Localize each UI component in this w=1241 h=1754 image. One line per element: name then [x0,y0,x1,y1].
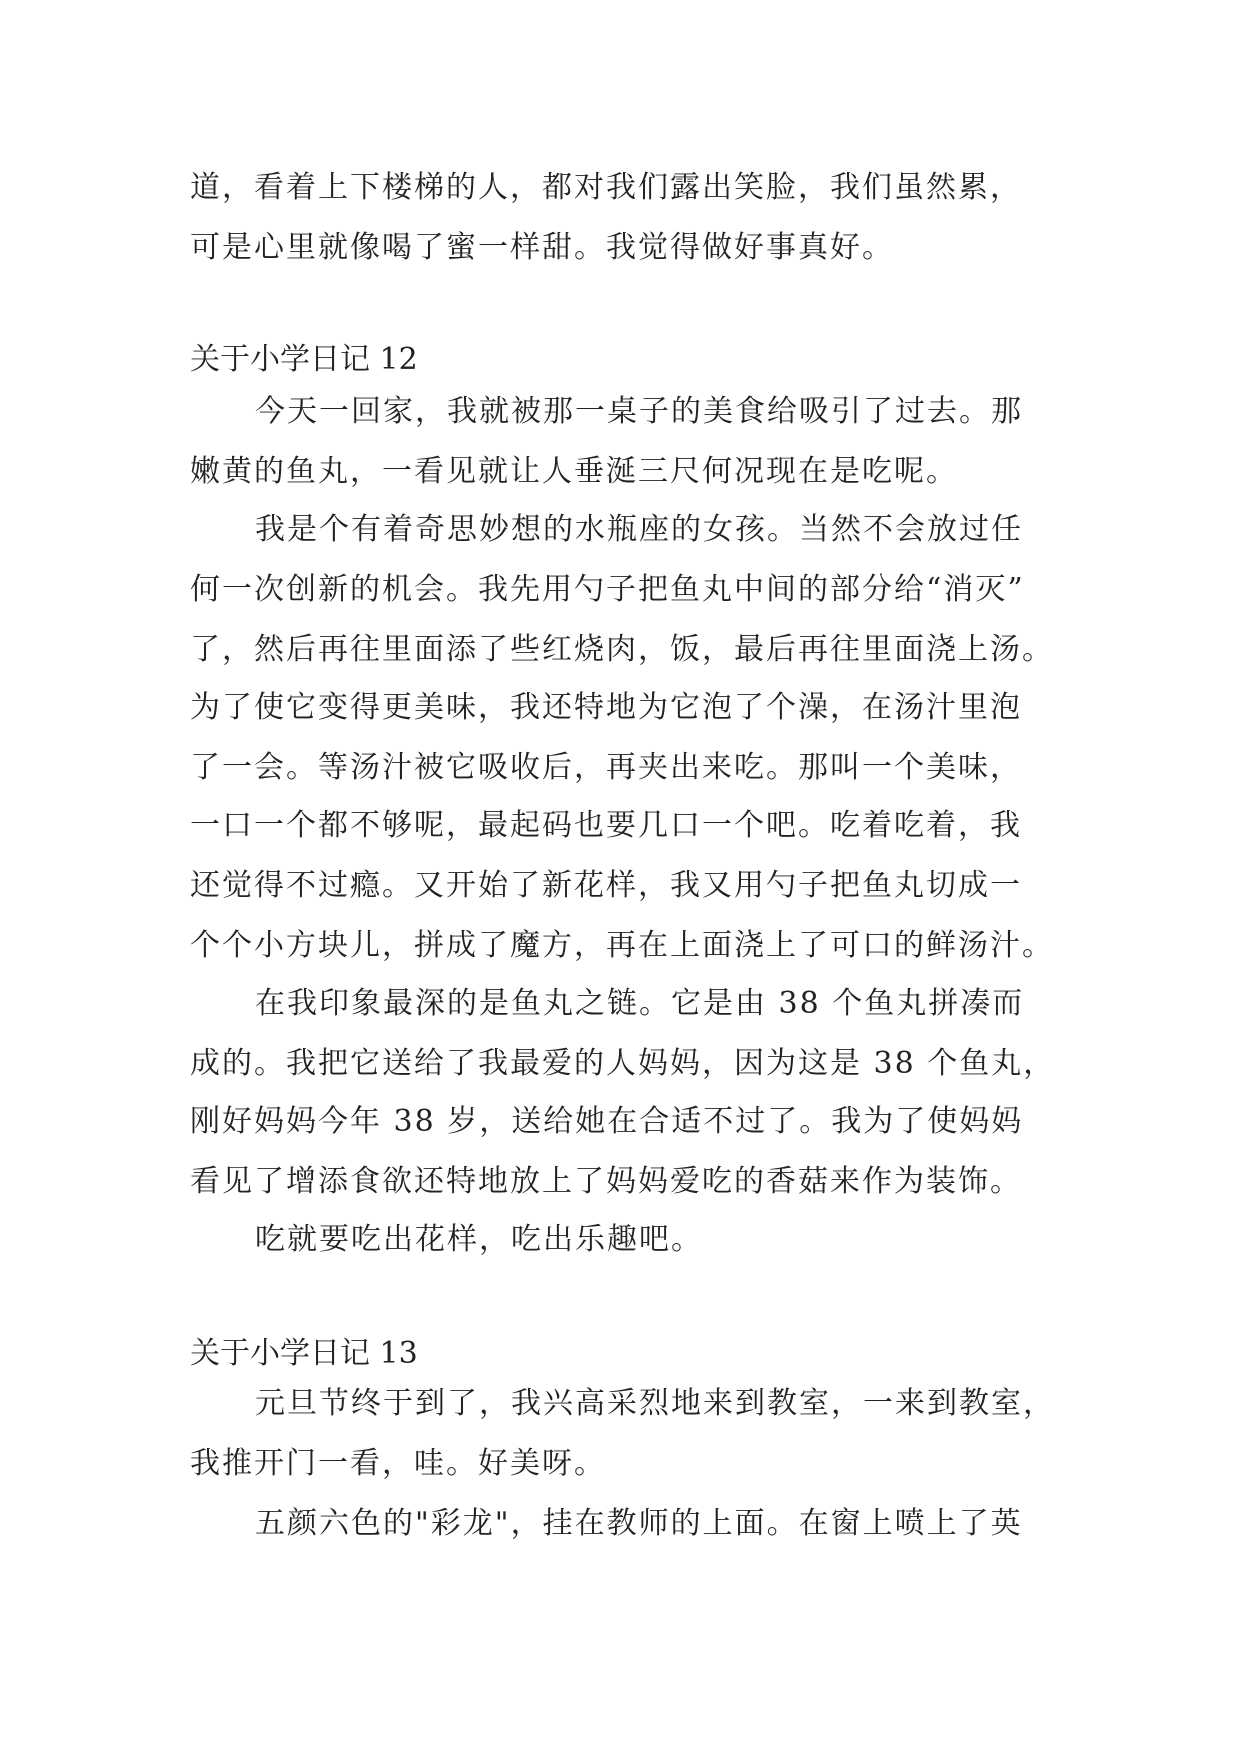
paragraph-line: 可是心里就像喝了蜜一样甜。我觉得做好事真好。 [190,230,894,265]
paragraph-line: 我推开门一看，哇。好美呀。 [190,1446,606,1481]
paragraph-line: 何一次创新的机会。我先用勺子把鱼丸中间的部分给“消灭” [190,572,1025,607]
paragraph-line: 元旦节终于到了，我兴高采烈地来到教室，一来到教室， [255,1386,1055,1421]
paragraph-line: 个个小方块儿，拼成了魔方，再在上面浇上了可口的鲜汤汁。 [190,928,1054,963]
section-heading: 关于小学日记 12 [190,342,418,377]
paragraph-line: 在我印象最深的是鱼丸之链。它是由 38 个鱼丸拼凑而 [255,986,1025,1021]
paragraph-line: 了一会。等汤汁被它吸收后，再夹出来吃。那叫一个美味， [190,750,1022,785]
paragraph-line: 为了使它变得更美味，我还特地为它泡了个澡，在汤汁里泡 [190,690,1022,725]
paragraph-line: 今天一回家，我就被那一桌子的美食给吸引了过去。那 [255,394,1023,429]
section-heading: 关于小学日记 13 [190,1336,418,1371]
paragraph-line: 刚好妈妈今年 38 岁，送给她在合适不过了。我为了使妈妈 [190,1104,1024,1139]
paragraph-line: 成的。我把它送给了我最爱的人妈妈，因为这是 38 个鱼丸， [190,1046,1056,1081]
paragraph-line: 我是个有着奇思妙想的水瓶座的女孩。当然不会放过任 [255,512,1023,547]
paragraph-line: 看见了增添食欲还特地放上了妈妈爱吃的香菇来作为装饰。 [190,1164,1022,1199]
paragraph-line: 五颜六色的"彩龙"，挂在教师的上面。在窗上喷上了英 [255,1506,1023,1541]
paragraph-line: 还觉得不过瘾。又开始了新花样，我又用勺子把鱼丸切成一 [190,868,1022,903]
paragraph-line: 一口一个都不够呢，最起码也要几口一个吧。吃着吃着，我 [190,808,1022,843]
paragraph-line: 了，然后再往里面添了些红烧肉，饭，最后再往里面浇上汤。 [190,632,1054,667]
paragraph-line: 嫩黄的鱼丸，一看见就让人垂涎三尺何况现在是吃呢。 [190,454,958,489]
paragraph-line: 道，看着上下楼梯的人，都对我们露出笑脸，我们虽然累， [190,170,1022,205]
paragraph-line: 吃就要吃出花样，吃出乐趣吧。 [255,1222,703,1257]
